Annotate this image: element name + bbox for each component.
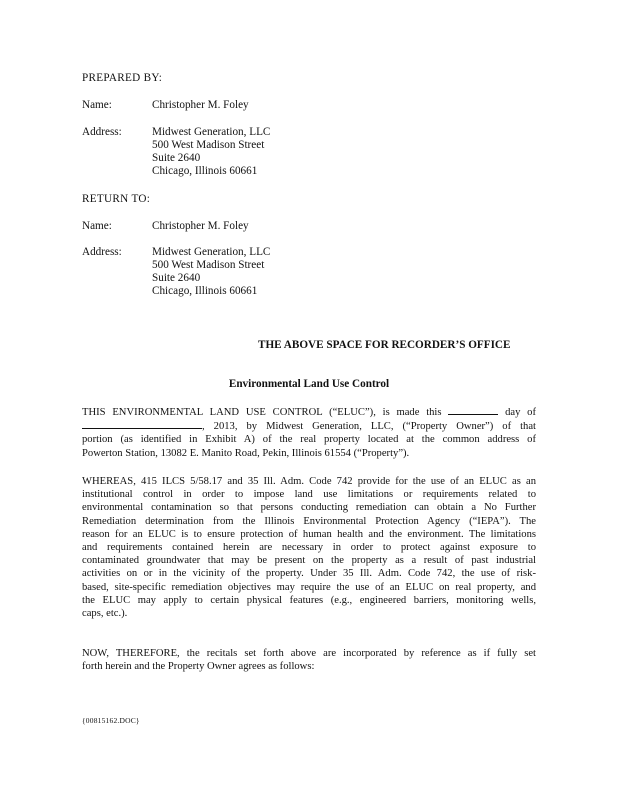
paragraph-line: [82, 419, 536, 433]
date-day-blank[interactable]: [448, 405, 498, 415]
paragraph-line: the ELUC may apply to certain physical features (e.g., engineered barriers, monitoring wells,: [82, 594, 536, 606]
prepared-by-address-line: Suite 2640: [152, 152, 201, 164]
paragraph-line: and requirements contained herein are necessary in order to protect against exposure to: [82, 542, 536, 554]
prepared-by-address-line: Midwest Generation, LLC: [152, 126, 271, 138]
paragraph-line: reason for an ELUC is to ensure protection of human health and the environment. The limitations: [82, 528, 536, 540]
paragraph-now-therefore: [82, 647, 536, 673]
paragraph-line: NOW, THEREFORE, the recitals set forth above are incorporated by reference as if fully set: [82, 648, 536, 659]
return-to-address-line: Chicago, Illinois 60661: [152, 285, 258, 297]
paragraph-line: activities on or in the vicinity of the property. Under 35 Ill. Adm. Code 742, the use of risk-: [82, 568, 536, 580]
return-to-address-label: Address:: [82, 246, 122, 258]
return-to-heading: RETURN TO:: [82, 193, 151, 205]
prepared-by-address-line: Chicago, Illinois 60661: [152, 165, 258, 177]
paragraph-line: portion (as identified in Exhibit A) of the real property located at the common address of: [82, 434, 536, 446]
return-to-address-line: Suite 2640: [152, 272, 201, 284]
document-footer-code: {00815162.DOC}: [82, 716, 140, 725]
return-to-name-label: Name:: [82, 220, 112, 232]
recorder-notice: THE ABOVE SPACE FOR RECORDER’S OFFICE: [258, 339, 511, 351]
paragraph-text: , 2013, by Midwest Generation, LLC, (“Property Owner”) of that: [202, 421, 536, 433]
paragraph-line: Remediation determination from the Illinois Environmental Protection Agency (“IEPA”). The: [82, 515, 536, 527]
paragraph-whereas: [82, 475, 536, 620]
return-to-address-line: 500 West Madison Street: [152, 259, 265, 271]
paragraph-text: day of: [505, 407, 536, 418]
return-to-address-line: Midwest Generation, LLC: [152, 246, 271, 258]
paragraph-line: based, site-specific remediation objectives may require the use of an ELUC on real property, and: [82, 581, 536, 593]
prepared-by-heading: PREPARED BY:: [82, 72, 163, 84]
paragraph-text: THIS ENVIRONMENTAL LAND USE CONTROL (“ELUC”), is made this: [82, 407, 442, 418]
document-title: Environmental Land Use Control: [228, 378, 390, 390]
prepared-by-address-label: Address:: [82, 126, 122, 138]
prepared-by-name: Christopher M. Foley: [152, 99, 249, 111]
paragraph-line: environmental contamination so that persons conducting remediation can obtain a No Further: [82, 502, 536, 514]
paragraph-eluc-intro: [82, 405, 536, 460]
prepared-by-name-label: Name:: [82, 99, 112, 111]
date-month-blank[interactable]: [82, 419, 202, 429]
paragraph-line: forth herein and the Property Owner agrees as follows:: [82, 661, 315, 673]
paragraph-line: WHEREAS, 415 ILCS 5/58.17 and 35 Ill. Adm. Code 742 provide for the use of an ELUC as an: [82, 476, 536, 487]
paragraph-line: caps, etc.).: [82, 608, 128, 620]
paragraph-line: [82, 405, 536, 419]
paragraph-line: institutional control in order to impose land use limitations or requirements related to: [82, 489, 536, 501]
prepared-by-address-line: 500 West Madison Street: [152, 139, 265, 151]
paragraph-line: contaminated groundwater that may be present on the property as a result of past industrial: [82, 555, 536, 567]
paragraph-line: Powerton Station, 13082 E. Manito Road, Pekin, Illinois 61554 (“Property”).: [82, 447, 410, 459]
return-to-name: Christopher M. Foley: [152, 220, 249, 232]
